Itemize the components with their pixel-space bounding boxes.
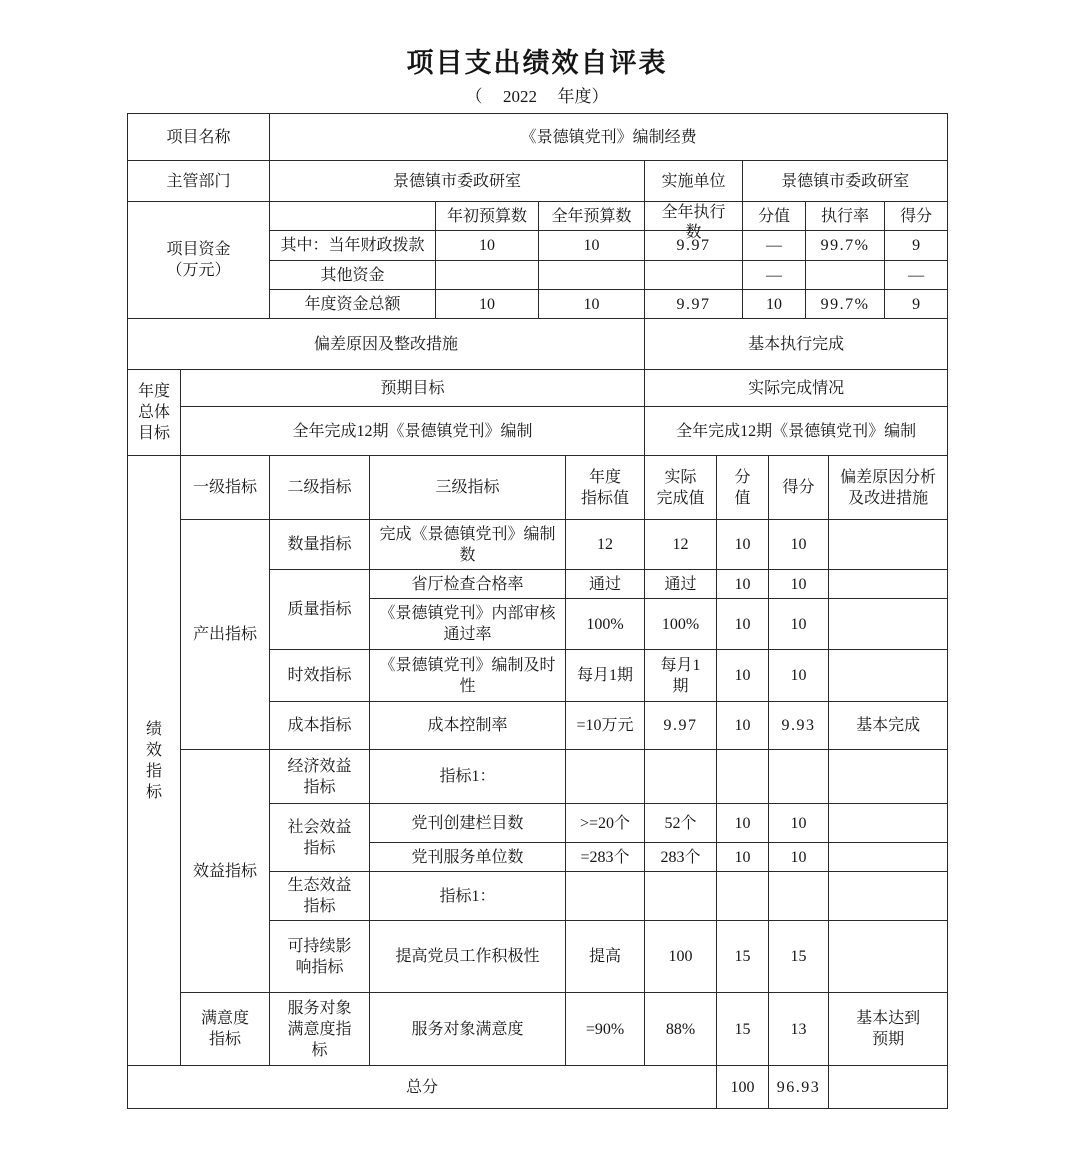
funds-row-score: 9: [885, 231, 948, 261]
indicator-actual: 9.97: [645, 702, 717, 750]
level1-satisfaction: 满意度 指标: [181, 993, 270, 1066]
total-note: [829, 1066, 948, 1109]
indicator-row: [128, 520, 948, 570]
indicator-score: 10: [769, 599, 829, 650]
indicator-name: 指标1：: [370, 750, 566, 804]
funds-row-executed: 9.97: [645, 290, 743, 319]
project-name-value: 《景德镇党刊》编制经费: [270, 114, 948, 161]
indicator-note: [829, 520, 948, 570]
indicator-name: 党刊创建栏目数: [370, 804, 566, 843]
indicator-weight: 10: [717, 599, 769, 650]
indicator-weight: 10: [717, 520, 769, 570]
deviation-label: 偏差原因及整改措施: [128, 319, 645, 370]
indicator-target: [566, 750, 645, 804]
indicator-note: [829, 843, 948, 872]
indicator-score: 9.93: [769, 702, 829, 750]
indicator-weight: 10: [717, 570, 769, 599]
indicators-label: 绩 效 指 标: [128, 456, 181, 1066]
level2-timeliness: 时效指标: [270, 650, 370, 702]
level2-service-satisfaction: 服务对象 满意度指 标: [270, 993, 370, 1066]
header-actual: 实际 完成值: [645, 456, 717, 520]
funds-row-initial: 10: [436, 290, 539, 319]
indicator-note: 基本达到 预期: [829, 993, 948, 1066]
indicator-name: 《景德镇党刊》编制及时 性: [370, 650, 566, 702]
annual-goals-label: 年度 总体 目标: [128, 370, 181, 456]
actual-completion-header: 实际完成情况: [645, 370, 948, 407]
header-level1: 一级指标: [181, 456, 270, 520]
indicator-target: [566, 872, 645, 921]
indicator-target: 12: [566, 520, 645, 570]
indicator-score: 13: [769, 993, 829, 1066]
indicator-weight: 10: [717, 702, 769, 750]
indicator-actual: 100%: [645, 599, 717, 650]
indicator-score: [769, 872, 829, 921]
level1-output: 产出指标: [181, 520, 270, 750]
indicator-actual: 通过: [645, 570, 717, 599]
header-note: 偏差原因分析 及改进措施: [829, 456, 948, 520]
funds-header-score: 得分: [885, 202, 948, 231]
indicator-weight: 10: [717, 804, 769, 843]
funds-header-row: [128, 202, 948, 231]
funds-row-name: 其中：当年财政拨款: [270, 231, 436, 261]
level2-sustainable: 可持续影 响指标: [270, 921, 370, 993]
level1-benefit: 效益指标: [181, 750, 270, 993]
funds-row-rate: 99.7%: [806, 290, 885, 319]
department-row: [128, 161, 948, 202]
indicator-note: [829, 599, 948, 650]
header-score: 得分: [769, 456, 829, 520]
indicator-score: 10: [769, 843, 829, 872]
self-evaluation-table: [127, 113, 948, 1109]
funds-row-rate: 99.7%: [806, 231, 885, 261]
funds-row-weight: —: [743, 261, 806, 290]
funds-row-annual: 10: [539, 290, 645, 319]
total-row: [128, 1066, 948, 1109]
funds-row-annual: [539, 261, 645, 290]
funds-row-weight: 10: [743, 290, 806, 319]
level2-cost: 成本指标: [270, 702, 370, 750]
annual-goals-row: [128, 407, 948, 456]
indicator-weight: 10: [717, 843, 769, 872]
indicator-note: [829, 804, 948, 843]
indicator-weight: [717, 872, 769, 921]
indicator-note: 基本完成: [829, 702, 948, 750]
header-level2: 二级指标: [270, 456, 370, 520]
indicator-score: 10: [769, 650, 829, 702]
funds-header-weight: 分值: [743, 202, 806, 231]
indicator-actual: 100: [645, 921, 717, 993]
expected-goal-value: 全年完成12期《景德镇党刊》编制: [181, 407, 645, 456]
year-subtitle: （ 2022 年度）: [465, 87, 609, 106]
indicator-actual: 每月1 期: [645, 650, 717, 702]
indicator-actual: [645, 750, 717, 804]
indicator-row: [128, 993, 948, 1066]
total-label: 总分: [128, 1066, 717, 1109]
funds-row-rate: [806, 261, 885, 290]
header-target: 年度 指标值: [566, 456, 645, 520]
indicator-score: 15: [769, 921, 829, 993]
funds-label: 项目资金 （万元）: [128, 202, 270, 319]
funds-row-executed: 9.97: [645, 231, 743, 261]
indicator-weight: 15: [717, 921, 769, 993]
funds-row-initial: 10: [436, 231, 539, 261]
indicator-note: [829, 750, 948, 804]
total-weight: 100: [717, 1066, 769, 1109]
indicator-name: 提高党员工作积极性: [370, 921, 566, 993]
level2-quantity: 数量指标: [270, 520, 370, 570]
actual-completion-value: 全年完成12期《景德镇党刊》编制: [645, 407, 948, 456]
indicator-weight: 15: [717, 993, 769, 1066]
level2-ecological: 生态效益 指标: [270, 872, 370, 921]
indicator-note: [829, 650, 948, 702]
total-score: 96.93: [769, 1066, 829, 1109]
funds-row-name: 其他资金: [270, 261, 436, 290]
indicator-note: [829, 872, 948, 921]
indicator-score: 10: [769, 570, 829, 599]
page-title: 项目支出绩效自评表: [406, 48, 668, 78]
deviation-row: [128, 319, 948, 370]
indicator-score: 10: [769, 804, 829, 843]
indicator-name: 指标1：: [370, 872, 566, 921]
indicators-header-row: [128, 456, 948, 520]
funds-row-score: —: [885, 261, 948, 290]
indicator-actual: 52个: [645, 804, 717, 843]
indicator-name: 省厅检查合格率: [370, 570, 566, 599]
indicator-actual: 88%: [645, 993, 717, 1066]
header-weight: 分 值: [717, 456, 769, 520]
indicator-actual: 12: [645, 520, 717, 570]
indicator-note: [829, 570, 948, 599]
level2-economic: 经济效益 指标: [270, 750, 370, 804]
department-label: 主管部门: [128, 161, 270, 202]
funds-header-executed-text: 全年执行 数: [661, 203, 726, 241]
indicator-score: 10: [769, 520, 829, 570]
indicator-target: =90%: [566, 993, 645, 1066]
indicator-name: 成本控制率: [370, 702, 566, 750]
indicator-score: [769, 750, 829, 804]
indicator-note: [829, 921, 948, 993]
indicator-row: [128, 750, 948, 804]
indicator-target: 100%: [566, 599, 645, 650]
level2-quality: 质量指标: [270, 570, 370, 650]
level2-social: 社会效益 指标: [270, 804, 370, 872]
funds-row-annual: 10: [539, 231, 645, 261]
indicator-target: >=20个: [566, 804, 645, 843]
funds-row-weight: —: [743, 231, 806, 261]
funds-header-annual: 全年预算数: [539, 202, 645, 231]
funds-row-initial: [436, 261, 539, 290]
implementer-label: 实施单位: [645, 161, 743, 202]
deviation-value: 基本执行完成: [645, 319, 948, 370]
indicator-actual: 283个: [645, 843, 717, 872]
indicator-target: 通过: [566, 570, 645, 599]
funds-header-rate: 执行率: [806, 202, 885, 231]
funds-row-score: 9: [885, 290, 948, 319]
project-name-label: 项目名称: [128, 114, 270, 161]
indicator-name: 《景德镇党刊》内部审核 通过率: [370, 599, 566, 650]
indicator-name: 党刊服务单位数: [370, 843, 566, 872]
project-name-row: [128, 114, 948, 161]
indicator-weight: 10: [717, 650, 769, 702]
implementer-value: 景德镇市委政研室: [743, 161, 948, 202]
indicator-name: 服务对象满意度: [370, 993, 566, 1066]
indicator-actual: [645, 872, 717, 921]
indicator-target: 每月1期: [566, 650, 645, 702]
funds-row-executed: [645, 261, 743, 290]
header-level3: 三级指标: [370, 456, 566, 520]
funds-header-blank: [270, 202, 436, 231]
annual-goals-header-row: [128, 370, 948, 407]
indicator-name: 完成《景德镇党刊》编制 数: [370, 520, 566, 570]
expected-goal-header: 预期目标: [181, 370, 645, 407]
indicator-target: 提高: [566, 921, 645, 993]
department-value: 景德镇市委政研室: [270, 161, 645, 202]
indicator-target: =10万元: [566, 702, 645, 750]
funds-header-initial: 年初预算数: [436, 202, 539, 231]
indicator-weight: [717, 750, 769, 804]
funds-header-executed: [645, 202, 743, 241]
indicator-target: =283个: [566, 843, 645, 872]
funds-row-name: 年度资金总额: [270, 290, 436, 319]
